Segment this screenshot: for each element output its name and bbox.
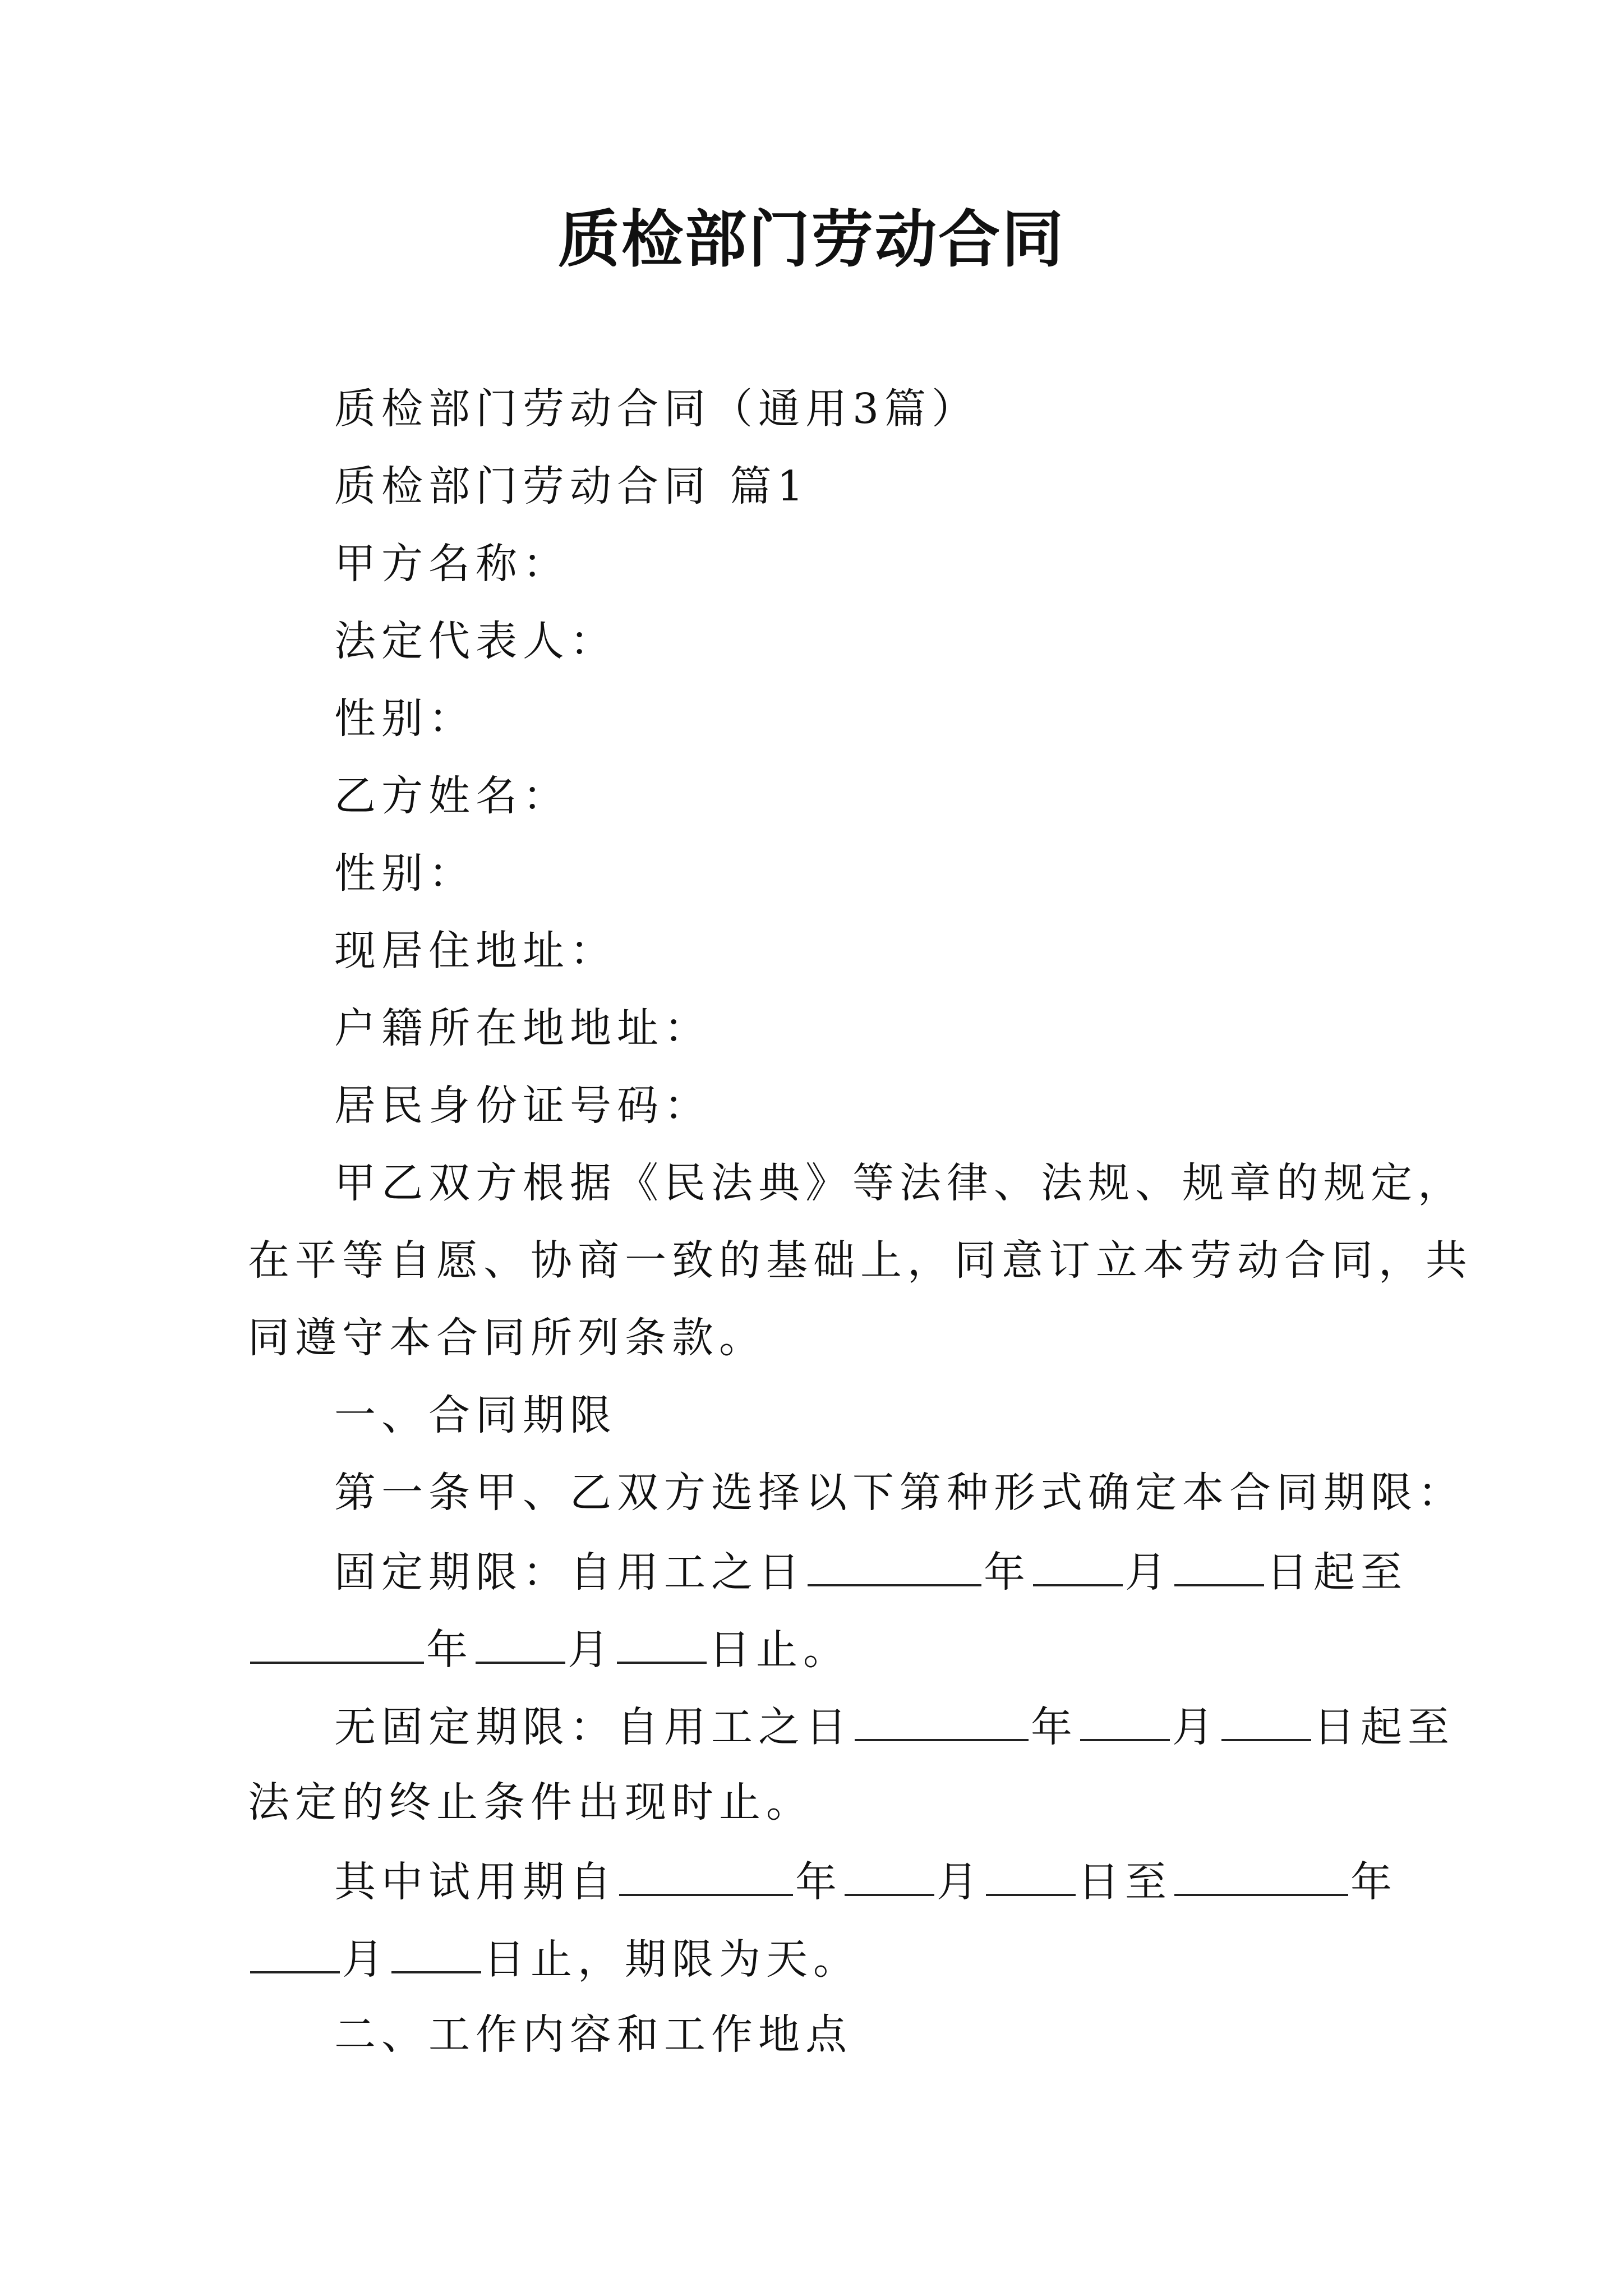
household-address-label: 户籍所在地地址： — [334, 1004, 711, 1052]
fixed-term-line-1 — [334, 1548, 1408, 1596]
probation-line-2 — [248, 1935, 860, 1984]
fixed-end-label: 日止。 — [709, 1626, 850, 1674]
probation-end-day-blank[interactable] — [391, 1936, 481, 1973]
probation-year-label: 年 — [795, 1858, 842, 1906]
fixed-start-month-blank[interactable] — [1033, 1549, 1123, 1586]
party-a-name-label: 甲方名称： — [334, 540, 570, 588]
section-1-heading: 一、合同期限 — [334, 1391, 617, 1439]
open-start-year-blank[interactable] — [855, 1704, 1029, 1741]
open-term-prefix: 无固定期限：自用工之日 — [334, 1703, 852, 1751]
open-term-line-1 — [334, 1703, 1455, 1751]
probation-month-label: 月 — [937, 1858, 984, 1906]
probation-line-1 — [334, 1858, 1398, 1906]
fixed-month2-label: 月 — [568, 1626, 615, 1674]
open-start-day-blank[interactable] — [1221, 1704, 1311, 1741]
fixed-term-prefix: 固定期限：自用工之日 — [334, 1548, 805, 1596]
probation-end-label: 日止，期限为天。 — [483, 1935, 860, 1984]
probation-year2-label: 年 — [1350, 1858, 1398, 1906]
fixed-start-year-blank[interactable] — [808, 1549, 981, 1586]
fixed-month-label: 月 — [1125, 1548, 1172, 1596]
probation-start-day-blank[interactable] — [986, 1859, 1076, 1896]
fixed-term-line-2 — [248, 1626, 850, 1674]
probation-day-to-label: 日至 — [1078, 1858, 1172, 1906]
address-label: 现居住地址： — [334, 927, 617, 975]
preamble-line-2: 在平等自愿、协商一致的基础上，同意订立本劳动合同，共 — [248, 1236, 1473, 1285]
gender-a-label: 性别： — [334, 694, 476, 743]
probation-start-month-blank[interactable] — [845, 1859, 934, 1896]
section-heading: 质检部门劳动合同 篇1 — [334, 462, 809, 510]
party-b-name-label: 乙方姓名： — [334, 772, 570, 820]
open-term-line-2: 法定的终止条件出现时止。 — [248, 1778, 813, 1826]
fixed-start-day-blank[interactable] — [1174, 1549, 1264, 1586]
open-start-month-blank[interactable] — [1080, 1704, 1170, 1741]
probation-month2-label: 月 — [342, 1935, 389, 1984]
open-day-start-label: 日起至 — [1313, 1703, 1455, 1751]
fixed-year-label: 年 — [984, 1548, 1031, 1596]
probation-start-year-blank[interactable] — [619, 1859, 793, 1896]
probation-end-year-blank[interactable] — [1174, 1859, 1348, 1896]
preamble-line-3: 同遵守本合同所列条款。 — [248, 1314, 766, 1362]
document-title: 质检部门劳动合同 — [558, 203, 1065, 275]
section-2-heading: 二、工作内容和工作地点 — [334, 2010, 852, 2059]
fixed-day-start-label: 日起至 — [1266, 1548, 1408, 1596]
fixed-end-day-blank[interactable] — [617, 1627, 707, 1664]
gender-b-label: 性别： — [334, 849, 476, 898]
fixed-end-year-blank[interactable] — [250, 1627, 424, 1664]
legal-representative-label: 法定代表人： — [334, 617, 617, 665]
open-year-label: 年 — [1031, 1703, 1078, 1751]
article-1-text: 第一条甲、乙双方选择以下第种形式确定本合同期限： — [334, 1469, 1465, 1517]
probation-end-month-blank[interactable] — [250, 1936, 340, 1973]
document-subtitle: 质检部门劳动合同（通用3篇） — [334, 385, 979, 433]
probation-prefix: 其中试用期自 — [334, 1858, 617, 1906]
open-month-label: 月 — [1172, 1703, 1219, 1751]
fixed-end-month-blank[interactable] — [476, 1627, 565, 1664]
fixed-year2-label: 年 — [426, 1626, 473, 1674]
id-number-label: 居民身份证号码： — [334, 1082, 711, 1130]
preamble-line-1: 甲乙双方根据《民法典》等法律、法规、规章的规定， — [334, 1159, 1465, 1207]
